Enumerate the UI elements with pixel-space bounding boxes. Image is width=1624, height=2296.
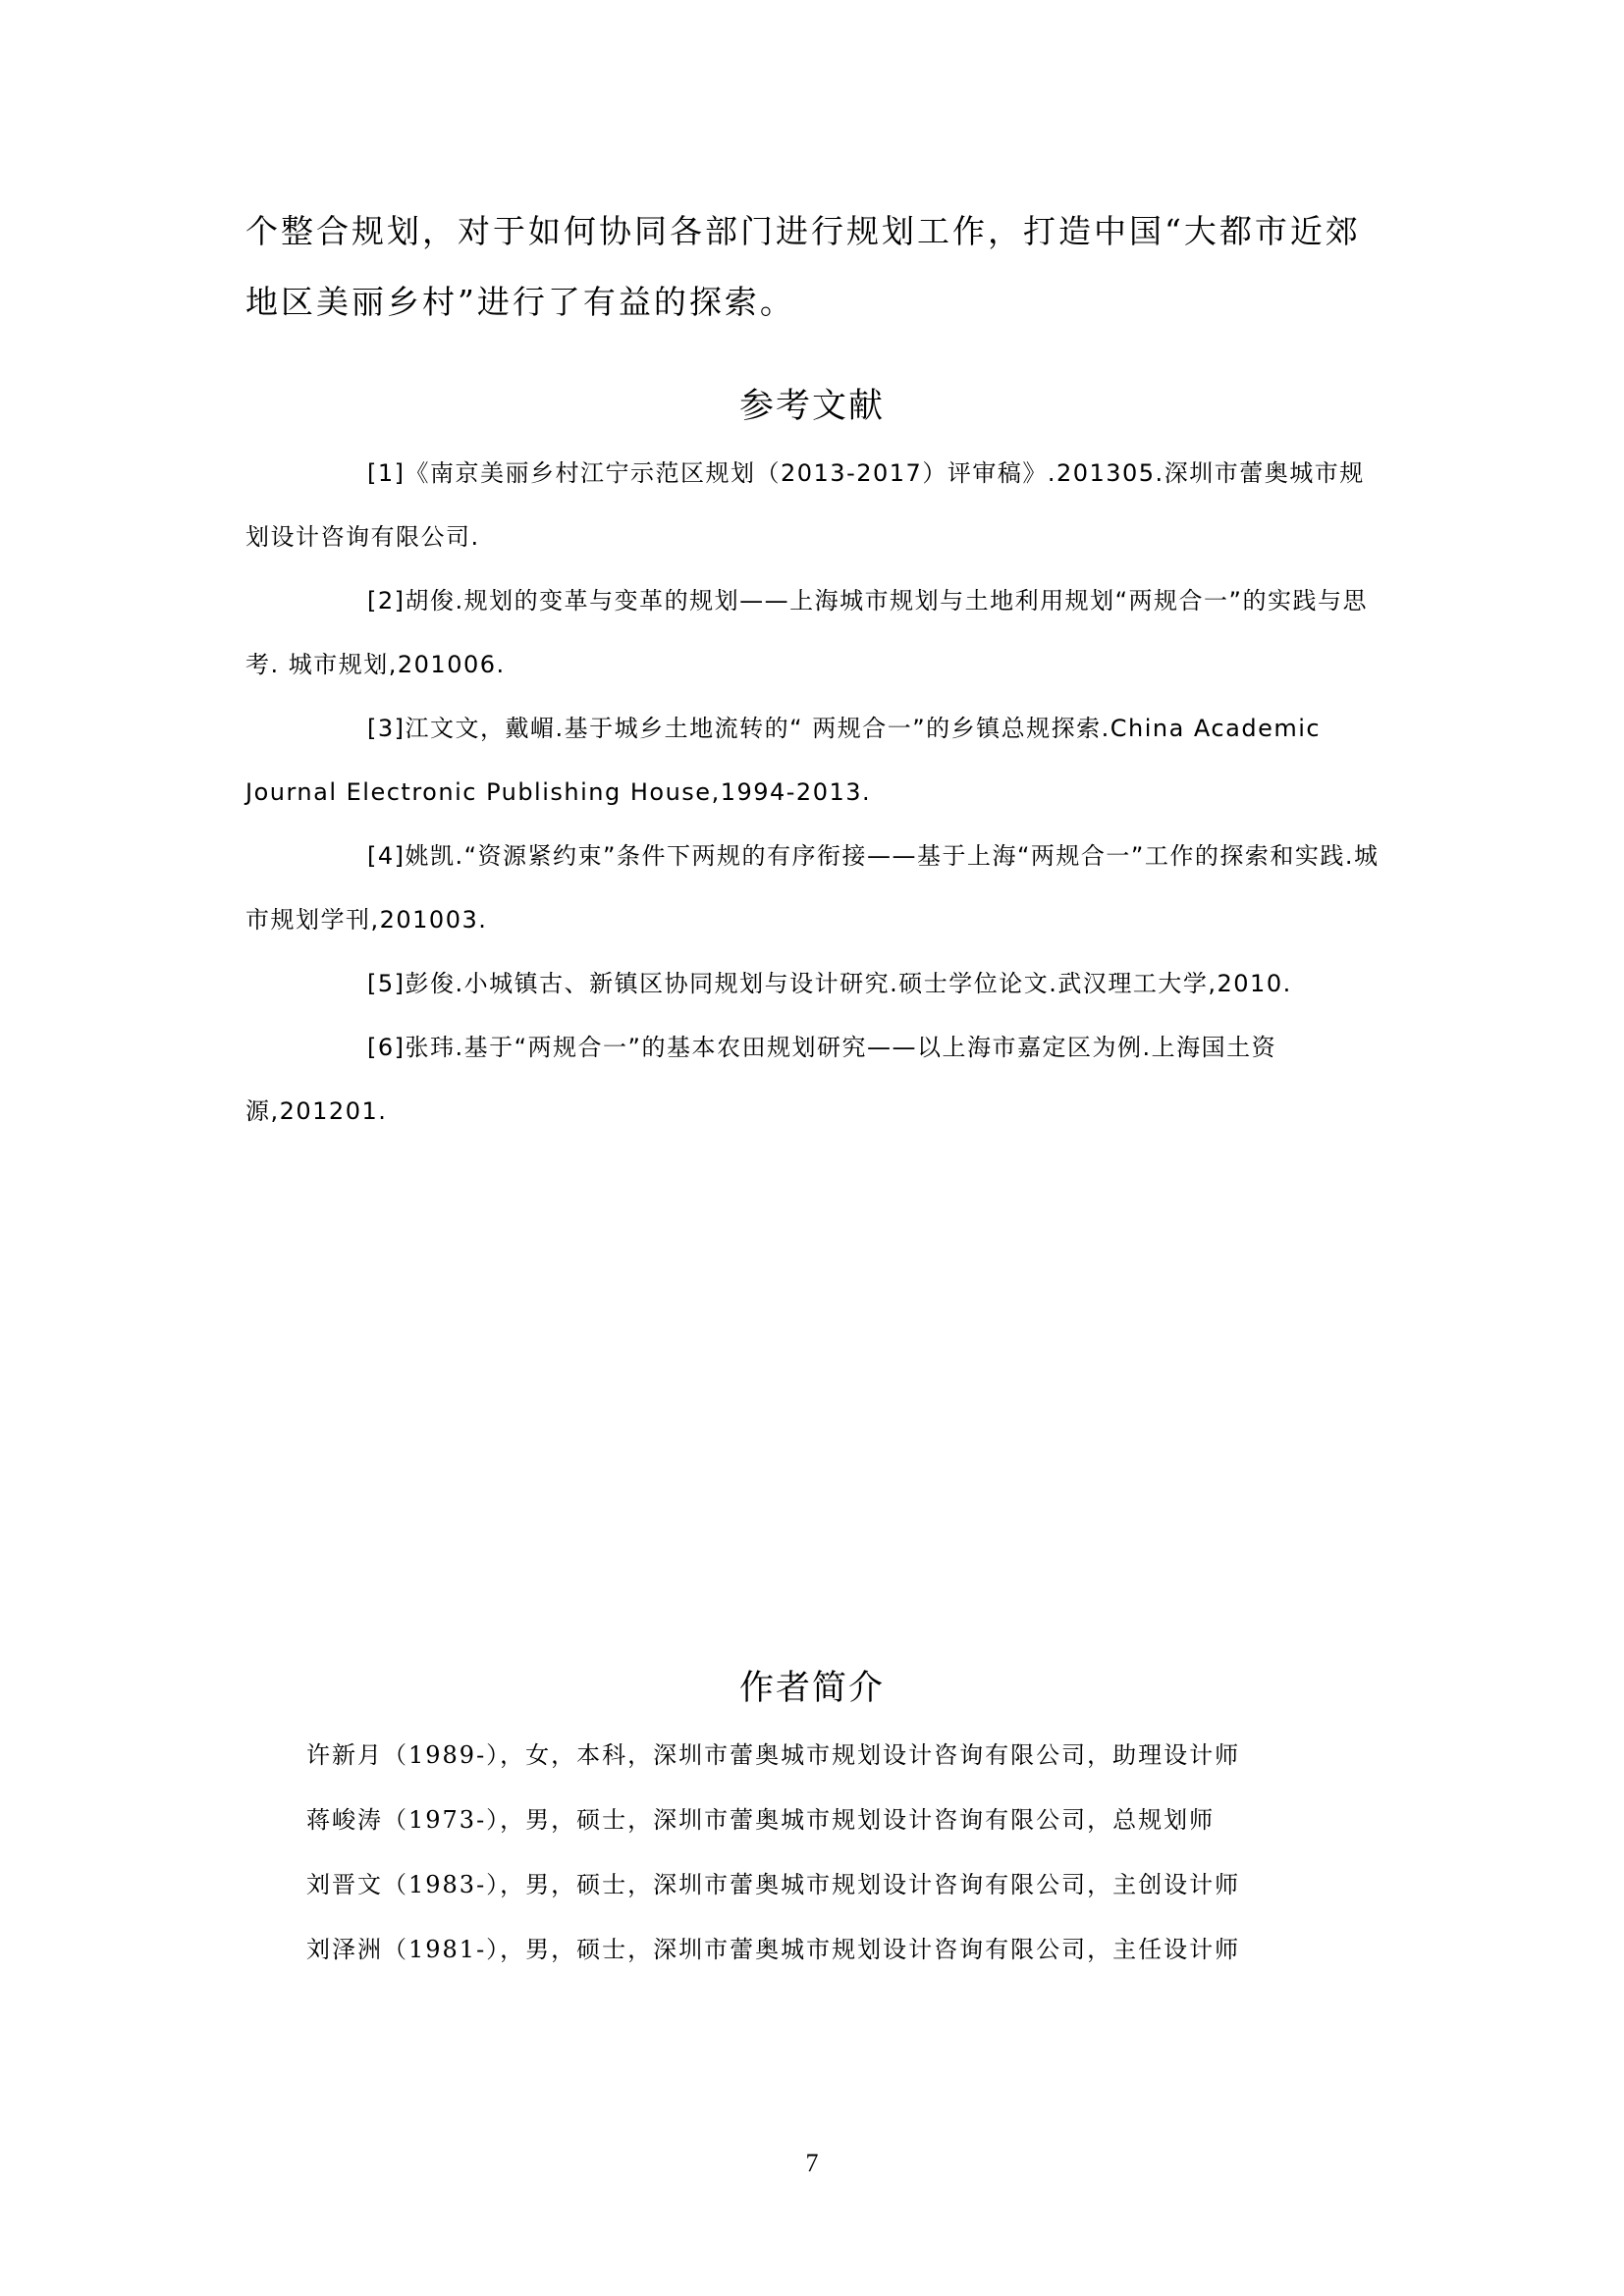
references-title: 参考文献 [738,387,885,426]
reference-number: [3] [367,715,406,742]
reference-text: 江文文，戴嵋.基于城乡土地流转的“ 两规合一”的乡镇总规探索.China Academic Journal Electronic Publishing House,1994-2013. [245,715,1322,806]
author-entry: 刘泽洲（1981-），男，硕士，深圳市蕾奥城市规划设计咨询有限公司，主任设计师 [306,1936,1241,1963]
reference-text: 胡俊.规划的变革与变革的规划——上海城市规划与土地利用规划“两规合一”的实践与思考. 城市规划,201006. [245,587,1368,678]
author-entry: 许新月（1989-），女，本科，深圳市蕾奥城市规划设计咨询有限公司，助理设计师 [306,1741,1241,1769]
reference-number: [2] [367,587,406,614]
authors-title: 作者简介 [738,1669,885,1708]
reference-text: 《南京美丽乡村江宁示范区规划（2013-2017）评审稿》.201305.深圳市蕾奥城市规划设计咨询有限公司. [245,459,1365,551]
authors-list [306,1723,1386,1982]
body-paragraph: 个整合规划，对于如何协同各部门进行规划工作，打造中国“大都市近郊地区美丽乡村”进行了有益的探索。 [245,212,1361,321]
reference-item [245,569,1384,697]
reference-text: 彭俊.小城镇古、新镇区协同规划与设计研究.硕士学位论文.武汉理工大学,2010. [405,970,1292,997]
reference-item [245,442,1384,569]
references-list [245,442,1384,1144]
author-entry: 蒋峻涛（1973-），男，硕士，深圳市蕾奥城市规划设计咨询有限公司，总规划师 [306,1806,1216,1834]
page-number: 7 [805,2149,819,2177]
reference-item [245,697,1384,825]
reference-item [245,825,1384,952]
reference-number: [6] [367,1034,406,1061]
reference-text: 张玮.基于“两规合一”的基本农田规划研究——以上海市嘉定区为例.上海国土资源,201201. [245,1034,1277,1125]
reference-item [245,1016,1384,1144]
reference-text: 姚凯.“资源紧约束”条件下两规的有序衔接——基于上海“两规合一”工作的探索和实践.城市规划学刊,201003. [245,842,1380,934]
author-entry: 刘晋文（1983-），男，硕士，深圳市蕾奥城市规划设计咨询有限公司，主创设计师 [306,1871,1241,1898]
reference-number: [5] [367,970,406,997]
reference-number: [1] [367,459,406,487]
reference-item [245,952,1384,1016]
reference-number: [4] [367,842,406,870]
